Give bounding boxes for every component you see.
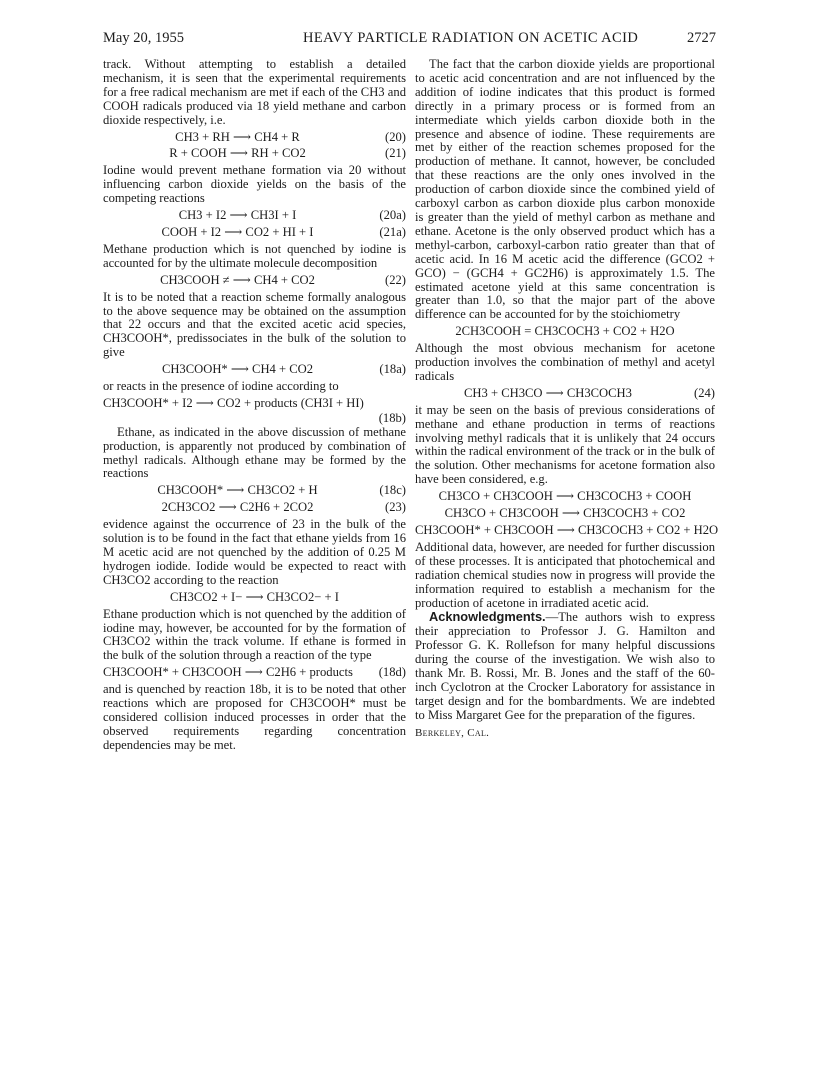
paragraph: Ethane, as indicated in the above discussion of methane production, is apparently not produced by combination of methyl radicals. Although ethane may be formed by the reactions (103, 424, 406, 481)
equation-acetone-c: CH3COOH* + CH3COOH ⟶ CH3COCH3 + CO2 + H2O (415, 523, 719, 537)
equation-acetone-a: CH3CO + CH3COOH ⟶ CH3COCH3 + COOH (438, 489, 692, 504)
affiliation: Berkeley, Cal. (415, 726, 490, 739)
equation-20a (103, 209, 406, 223)
paragraph: Methane production which is not quenched by iodine is accounted for by the ultimate molecule decomposition (103, 241, 406, 270)
equation-21 (103, 147, 406, 161)
paragraph: track. Without attempting to establish a detailed mechanism, it is seen that the experimental requirements for a free radical mechanism are met if each of the CH3 and COOH radicals produced via 18 yield methane and carbon dioxide respectively, i.e. (103, 57, 406, 127)
equation-18b (103, 397, 406, 411)
equation-text: CH3COOH ≠ ⟶ CH4 + CO2 (160, 272, 315, 287)
equation-text: CH3COOH* + CH3COOH ⟶ C2H6 + products (103, 665, 353, 680)
equation-iodide: CH3CO2 + I− ⟶ CH3CO2− + I (170, 589, 339, 604)
header-page-number: 2727 (687, 30, 716, 46)
equation-text: CH3COOH* ⟶ CH3CO2 + H (157, 483, 318, 498)
paragraph: Additional data, however, are needed for further discussion of these processes. It is anticipated that photochemical and radiation chemical studies now in progress will provide the information required to establish a mechanism for the production of acetone in irradiated acetic acid. (415, 539, 715, 610)
paragraph: it may be seen on the basis of previous considerations of methane and ethane production in terms of reactions involving methyl radicals that it is unlikely that 24 occurs within the radical environment of the track or in the bulk of the solution. Other mechanisms for acetone formation also have been considered, e.g. (415, 402, 715, 487)
equation-number: (20) (385, 129, 406, 144)
equation-number: (24) (694, 385, 715, 400)
equation-number: (18b) (378, 410, 406, 425)
equation-18d (103, 666, 406, 680)
equation-text: COOH + I2 ⟶ CO2 + HI + I (161, 224, 314, 239)
equation-text: CH3 + RH ⟶ CH4 + R (175, 129, 300, 144)
right-column (415, 57, 719, 741)
equation-number: (18c) (379, 483, 406, 498)
equation-18a (103, 363, 406, 377)
equation-text: CH3COOH* + I2 ⟶ CO2 + products (CH3I + HI) (103, 395, 364, 410)
paragraph: and is quenched by reaction 18b, it is to be noted that other reactions which are proposed for CH3COOH* must be considered collision induced processes in order that the observed requirements regarding concentration dependencies may be met. (103, 682, 406, 752)
equation-22 (103, 274, 406, 288)
equation-stoichiometry: 2CH3COOH = CH3COCH3 + CO2 + H2O (455, 324, 675, 339)
paragraph: It is to be noted that a reaction scheme formally analogous to the above sequence may be obtained on the assumption that 22 occurs and that the excited acetic acid species, CH3COOH*, predissociates in the bulk of the solution to give (103, 289, 406, 360)
equation-21a (103, 226, 406, 240)
header-date: May 20, 1955 (103, 30, 184, 46)
equation-number: (20a) (379, 208, 406, 223)
paragraph: evidence against the occurrence of 23 in the bulk of the solution is to be found in the fact that ethane yields from 16 M acetic acid are not quenched by the addition of 0.25 M hydrogen iodide. Iodide would be expected to react with CH3CO2 according to the reaction (103, 517, 406, 587)
equation-text: R + COOH ⟶ RH + CO2 (169, 146, 306, 161)
left-column (103, 58, 406, 753)
equation-acetone-b: CH3CO + CH3COOH ⟶ CH3COCH3 + CO2 (444, 506, 686, 521)
equation-number: (18d) (378, 665, 406, 680)
equation-text: CH3 + I2 ⟶ CH3I + I (178, 208, 297, 223)
equation-text: CH3COOH* ⟶ CH4 + CO2 (161, 362, 314, 377)
equation-number: (21) (385, 146, 406, 161)
header-title: HEAVY PARTICLE RADIATION ON ACETIC ACID (303, 30, 639, 46)
equation-23 (103, 501, 406, 515)
equation-20 (103, 131, 406, 145)
equation-text: 2CH3CO2 ⟶ C2H6 + 2CO2 (161, 500, 314, 515)
paragraph: or reacts in the presence of iodine according to (103, 379, 339, 394)
equation-18c (103, 484, 406, 498)
equation-number: (22) (385, 272, 406, 287)
paragraph: The fact that the carbon dioxide yields are proportional to acetic acid concentration and are not influenced by the addition of iodine indicates that this product is formed directly in a primary process or is formed from an intermediate which yields carbon dioxide both in the presence and absence of iodine. These requirements are met by either of the reaction schemes proposed for the production of methane. It cannot, however, be concluded that these reactions are the only ones involved in the production of carbon dioxide since the combined yield of carboxyl carbon as carbon dioxide plus carbon monoxide is greater than the yield of methyl carbon as methane and ethane. Acetone is the only observed product which has a methyl-carbon, carboxyl-carbon ratio greater than that of acetic acid. In 16 M acetic acid the difference (GCO2 + GCO) − (GCH4 + GC2H6) is approximately 1.5. The estimated acetone yield at this same concentration is greater than 1.0, so that the major part of the above difference can be accounted for by the stoichiometry (415, 57, 715, 322)
paragraph: Although the most obvious mechanism for acetone production involves the combination of methyl and acetyl radicals (415, 341, 715, 383)
acknowledgments (415, 610, 715, 722)
equation-text: CH3 + CH3CO ⟶ CH3COCH3 (464, 385, 632, 400)
acknowledgments-text: —The authors wish to express their appreciation to Professor J. G. Hamilton and Professor G. K. Rollefson for many helpful discussions during the course of the investigation. We wish also to thank Mr. B. Rossi, Mr. B. Jones and the staff of the 60-inch Cyclotron at the Crocker Laboratory for assistance in target design and for the bombardments. We are indebted to Miss Margaret Gee for the preparation of the figures. (415, 610, 715, 722)
equation-24 (415, 387, 715, 401)
equation-number: (18a) (379, 362, 406, 377)
equation-number: (23) (385, 500, 406, 515)
paragraph: Iodine would prevent methane formation via 20 without influencing carbon dioxide yields on the basis of the competing reactions (103, 163, 406, 206)
acknowledgments-heading: Acknowledgments. (429, 609, 546, 625)
paragraph: Ethane production which is not quenched by the addition of iodine may, however, be accounted for by the formation of CH3CO2 within the track volume. If ethane is formed in the bulk of the solution through a reaction of the type (103, 606, 406, 663)
equation-number: (21a) (379, 224, 406, 239)
